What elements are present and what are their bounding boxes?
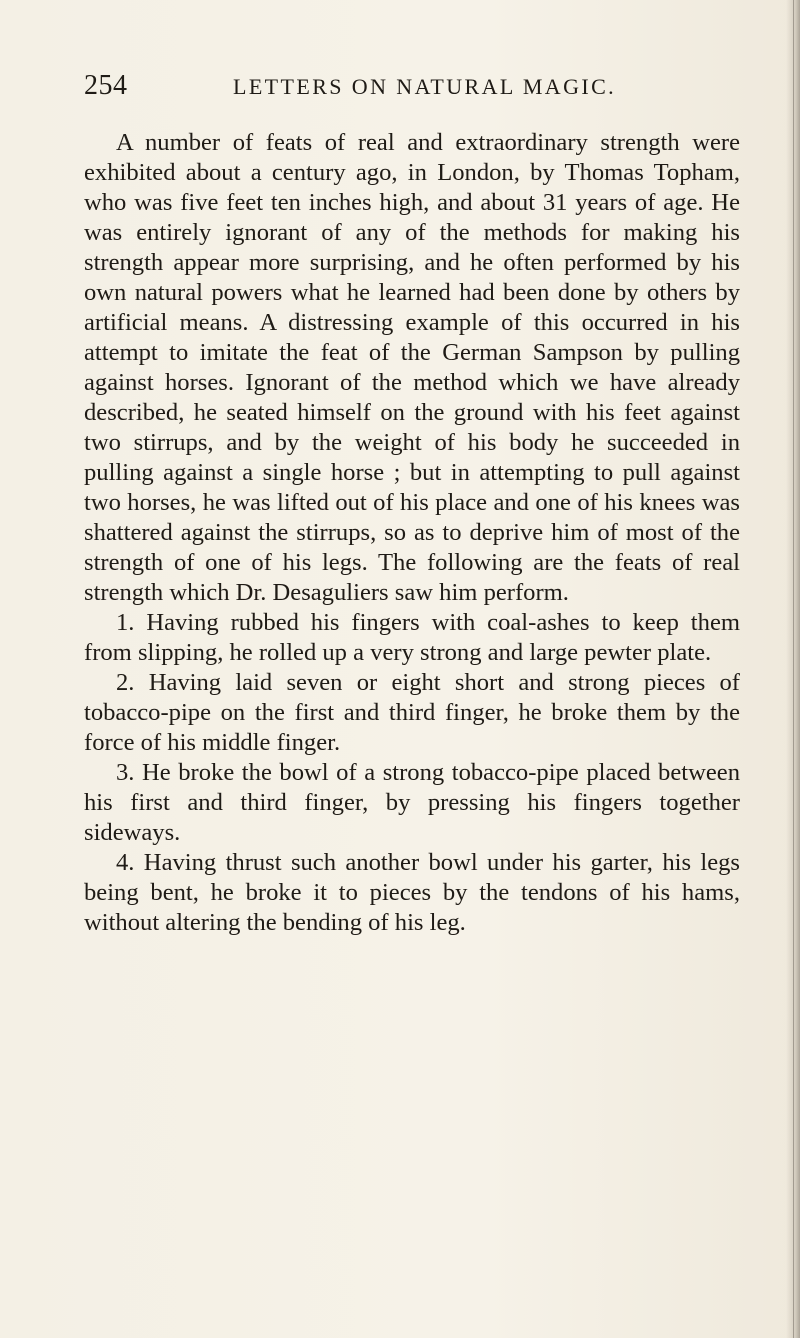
body-text (84, 128, 740, 938)
paragraph-intro: A number of feats of real and extraordinary strength were exhibited about a century ago, in London, by Thomas Topham, who was five feet ten inches high, and about 31 years of age. He was entirely ignorant of any of the methods for making his strength appear more surprising, and he often performed by his own natural powers what he learned had been done by others by artificial means. A distressing example of this occurred in his attempt to imitate the feat of the German Sampson by pulling against horses. Ignorant of the method which we have already described, he seated himself on the ground with his feet against two stirrups, and by the weight of his body he succeeded in pulling against a single horse ; but in attempting to pull against two horses, he was lifted out of his place and one of his knees was shattered against the stirrups, so as to deprive him of most of the strength of one of his legs. The following are the feats of real strength which Dr. Desaguliers saw him perform. (84, 129, 740, 606)
list-item-feat-2: 2. Having laid seven or eight short and strong pieces of tobacco-pipe on the first and third finger, he broke them by the force of his middle finger. (84, 669, 740, 756)
list-item-feat-4: 4. Having thrust such another bowl under his garter, his legs being bent, he broke it to pieces by the tendons of his hams, without altering the bending of his leg. (84, 849, 740, 936)
running-head (84, 70, 744, 110)
list-item-feat-3: 3. He broke the bowl of a strong tobacco-pipe placed between his first and third finger, by pressing his fingers together sideways. (84, 759, 740, 846)
list-item-feat-1: 1. Having rubbed his fingers with coal-ashes to keep them from slipping, he rolled up a very strong and large pewter plate. (84, 609, 740, 666)
page-number: 254 (84, 70, 128, 101)
page-edge-line (793, 0, 794, 1338)
running-head-title: LETTERS ON NATURAL MAGIC. (233, 74, 617, 99)
